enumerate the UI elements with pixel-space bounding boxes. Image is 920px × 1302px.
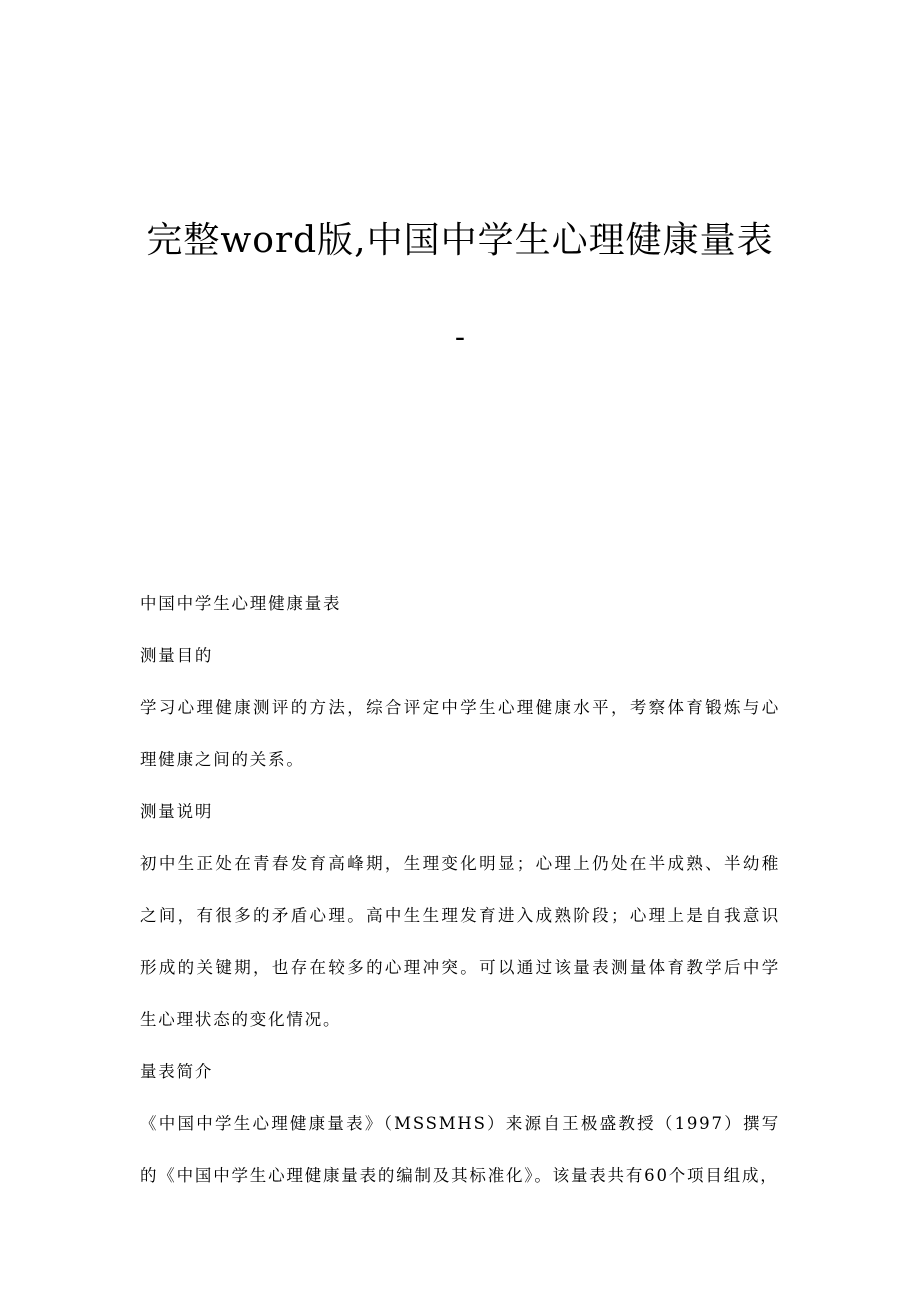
- body-paragraph: 《中国中学生心理健康量表》（MSSMHS）来源自王极盛教授（1997）撰写的《中国中学生心理健康量表的编制及其标准化》。该量表共有60个项目组成，: [140, 1114, 780, 1185]
- section-heading: 量表简介: [140, 1062, 214, 1081]
- document-title: 完整word版,中国中学生心理健康量表: [146, 220, 774, 261]
- section-heading: 测量目的: [140, 646, 214, 665]
- section-heading: 中国中学生心理健康量表: [140, 594, 342, 613]
- document-body: [140, 578, 780, 1202]
- title-suffix: -: [454, 320, 466, 355]
- section-heading: 测量说明: [140, 802, 214, 821]
- body-paragraph: 初中生正处在青春发育高峰期，生理变化明显；心理上仍处在半成熟、半幼稚之间，有很多的矛盾心理。高中生生理发育进入成熟阶段；心理上是自我意识形成的关键期，也存在较多的心理冲突。可以通过该量表测量体育教学后中学生心理状态的变化情况。: [140, 854, 780, 1029]
- body-paragraph: 学习心理健康测评的方法，综合评定中学生心理健康水平，考察体育锻炼与心理健康之间的关系。: [140, 698, 780, 769]
